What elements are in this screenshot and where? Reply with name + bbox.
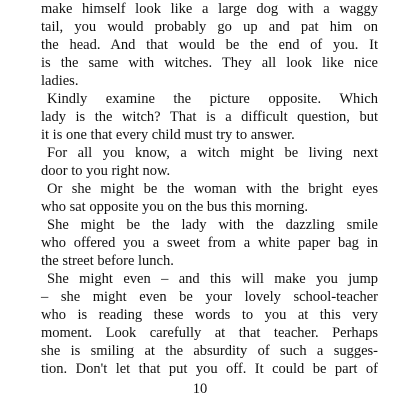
paragraph-start-line: She might be the lady with the dazzling smile — [47, 217, 378, 233]
text-line: it is one that every child must try to answer. — [41, 127, 295, 143]
text-line: moment. Look carefully at that teacher. Perhaps — [41, 325, 378, 341]
text-line: door to you right now. — [41, 163, 171, 179]
text-line: – she might even be your lovely school-teacher — [41, 289, 378, 305]
text-line: she is smiling at the absurdity of such a sugges- — [41, 343, 378, 359]
text-line: who is reading these words to you at this very — [41, 307, 378, 323]
text-line: is the same with witches. They all look like nice — [41, 55, 378, 71]
text-line: the head. And that would be the end of you. It — [41, 37, 378, 53]
text-line: the street before lunch. — [41, 253, 174, 269]
text-line: who sat opposite you on the bus this morning. — [41, 199, 309, 215]
text-line: tail, you would probably go up and pat him on — [41, 19, 378, 35]
text-line: who offered you a sweet from a white paper bag in — [41, 235, 378, 251]
text-line: tion. Don't let that put you off. It could be part of — [41, 361, 378, 377]
text-line: make himself look like a large dog with a waggy — [41, 1, 378, 17]
paragraph-start-line: She might even – and this will make you jump — [47, 271, 378, 287]
text-line: ladies. — [41, 73, 79, 89]
paragraph-start-line: Kindly examine the picture opposite. Which — [47, 91, 378, 107]
text-line: lady is the witch? That is a difficult question, but — [41, 109, 378, 125]
paragraph-start-line: For all you know, a witch might be living next — [47, 145, 378, 161]
paragraph-start-line: Or she might be the woman with the bright eyes — [47, 181, 378, 197]
page-number: 10 — [192, 381, 208, 397]
